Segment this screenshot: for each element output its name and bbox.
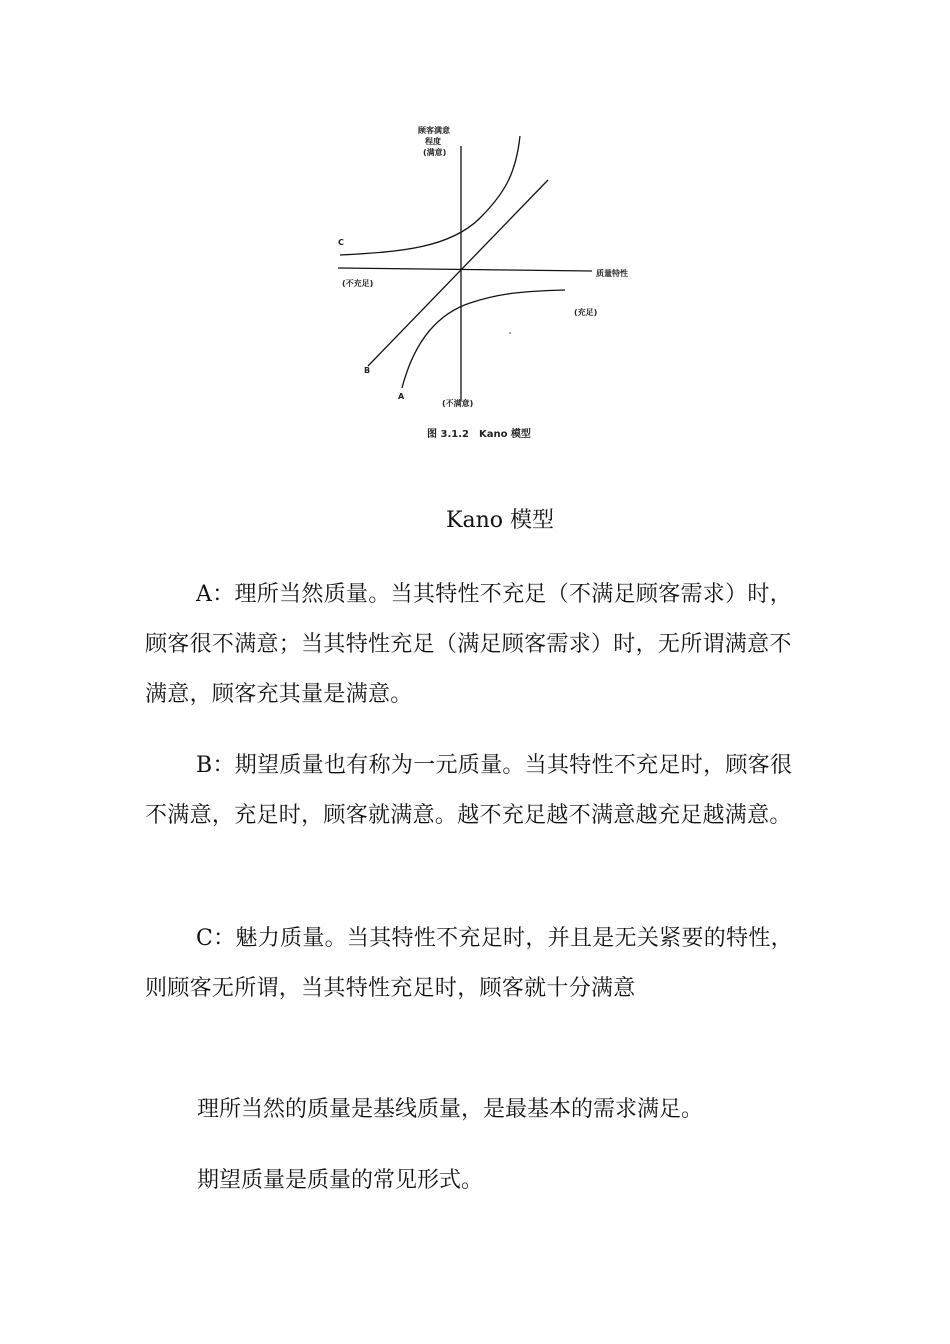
curve-b-label: B bbox=[364, 366, 371, 375]
paragraph-c-text: C：魅力质量。当其特性不充足时，并且是无关紧要的特性，则顾客无所谓，当其特性充足时，顾客就十分满意 bbox=[145, 926, 793, 1001]
figure-caption: 图 3.1.2 Kano 模型 bbox=[427, 429, 531, 440]
x-axis bbox=[338, 268, 592, 271]
curve-b bbox=[368, 180, 548, 366]
curve-c-label: C bbox=[338, 238, 344, 247]
figure-title: Kano 模型 bbox=[446, 508, 554, 533]
y-axis-label-3: (满意) bbox=[423, 148, 447, 157]
y-axis-label-2: 程度 bbox=[425, 137, 441, 146]
paragraph-a bbox=[145, 570, 810, 720]
paragraph-b bbox=[145, 741, 810, 841]
x-axis-label: 质量特性 bbox=[596, 269, 628, 278]
paragraph-c bbox=[145, 914, 810, 1014]
paragraph-b-text: B：期望质量也有称为一元质量。当其特性不充足时，顾客很不满意，充足时，顾客就满意。越不充足越不满意越充足越满意。 bbox=[145, 753, 793, 828]
curve-a-label: A bbox=[398, 392, 405, 401]
note-baseline-quality: 理所当然的质量是基线质量，是最基本的需求满足。 bbox=[197, 1097, 704, 1122]
bottom-label: (不满意) bbox=[442, 399, 474, 408]
y-axis-label-1: 顾客满意 bbox=[418, 126, 450, 135]
left-label: (不充足) bbox=[342, 279, 374, 288]
kano-diagram bbox=[330, 118, 640, 448]
right-label: (充足) bbox=[574, 308, 598, 317]
paragraph-a-text: A：理所当然质量。当其特性不充足（不满足顾客需求）时，顾客很不满意；当其特性充足（满足顾客需求）时，无所谓满意不满意，顾客充其量是满意。 bbox=[145, 582, 792, 707]
note-expected-quality: 期望质量是质量的常见形式。 bbox=[197, 1168, 484, 1193]
scan-dot bbox=[509, 332, 511, 334]
kano-figure bbox=[330, 118, 640, 448]
